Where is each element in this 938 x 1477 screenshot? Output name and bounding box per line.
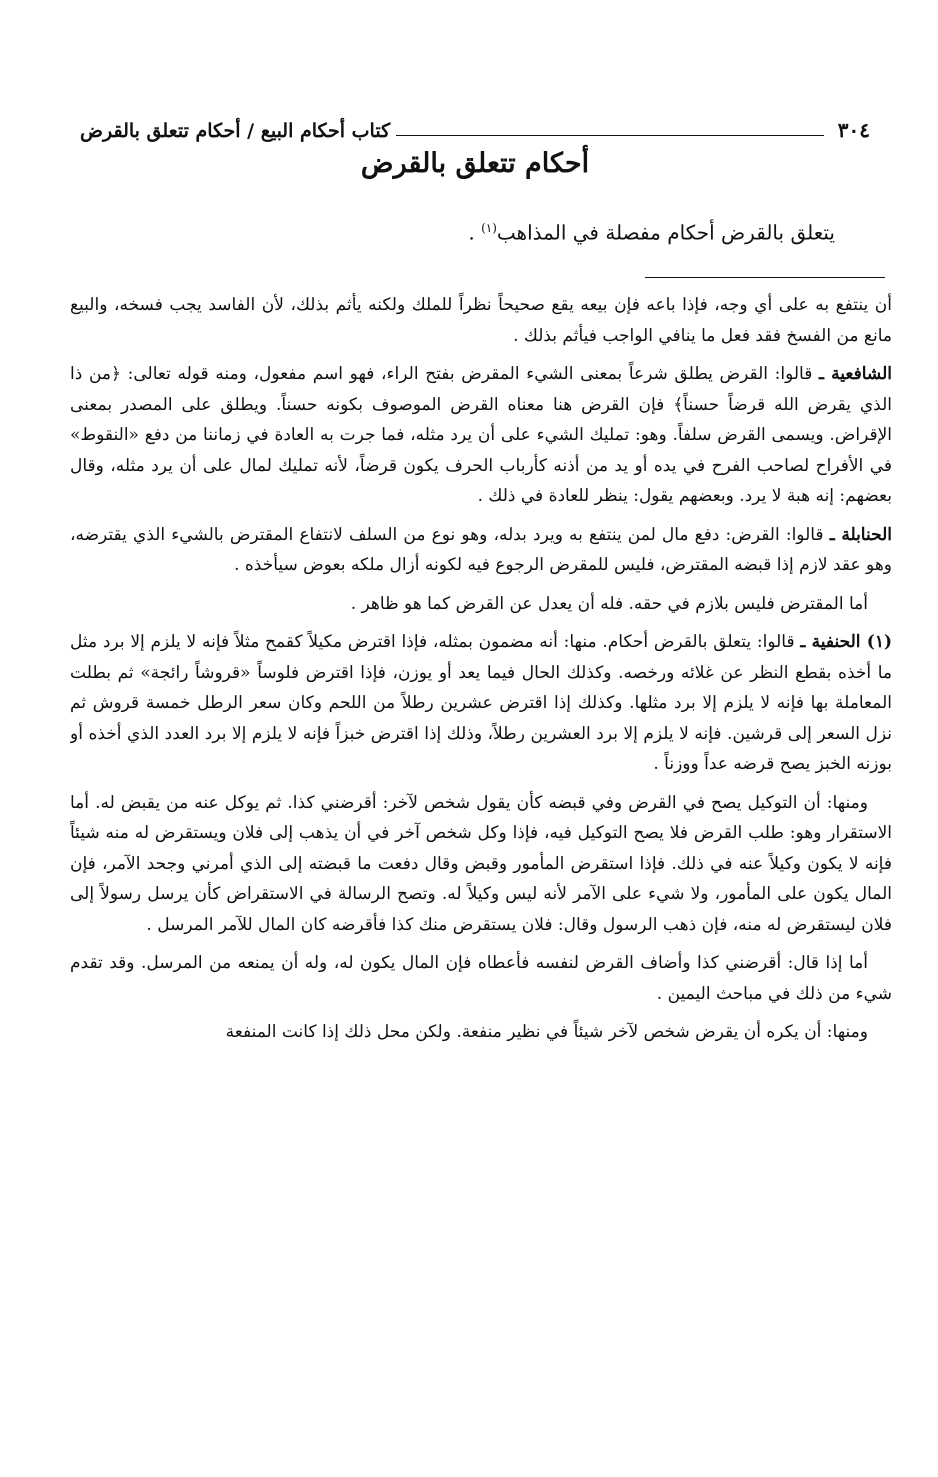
intro-paragraph — [80, 208, 835, 253]
paragraph-hanafi — [70, 627, 892, 780]
paragraph-6: ومنها: أن التوكيل يصح في القرض وفي قبضه كأن يقول شخص لآخر: أقرضني كذا. ثم يوكل عنه من يقبض له. أما الاستقرار وهو: طلب القرض فلا يصح التوكيل فيه، فإذا وكل شخص آخر في أن يذهب إلى فلان ويستقرض له منه شيئاً فإنه لا يكون وكيلاً عنه في ذلك. فإذا استقرض المأمور وقبض وقال دفعت ما قبضته إلى الذي أمرني وجحد الآمر، فإن المال يكون على المأمور، ولا شيء على الآمر لأنه ليس وكيلاً له. وتصح الرسالة في الاستقراض كأن يرسل رسولاً إلى فلان ليستقرض له منه، فإن ذهب الرسول وقال: فلان يستقرض منك كذا فأقرضه كان المال للآمر المرسل . — [70, 792, 892, 935]
text-hanbali: قالوا: القرض: دفع مال لمن ينتفع به ويرد بدله، وهو نوع من السلف لانتفاع المقترض بالشيء الذي يقترضه، وهو عقد لازم إذا قبضه المقترض، فليس للمقرض الرجوع فيه لكونه أزال ملكه بعوض سيأخذه . — [70, 524, 892, 575]
page-number: ٣٠٤ — [837, 118, 870, 142]
intro-end: . — [468, 220, 482, 245]
label-hanafi: (١) الحنفية ـ — [800, 632, 892, 652]
paragraph-4: أما المقترض فليس بلازم في حقه. فله أن يعدل عن القرض كما هو ظاهر . — [350, 593, 868, 614]
label-hanbali: الحنابلة ـ — [829, 524, 892, 545]
paragraph-shafii — [70, 359, 892, 512]
label-shafii: الشافعية ـ — [819, 364, 892, 384]
section-title: أحكام تتعلق بالقرض — [360, 148, 590, 179]
paragraph-7: أما إذا قال: أقرضني كذا وأضاف القرض لنفسه فأعطاه فإن المال يكون له، وله أن يمنعه من المرسل. وقد تقدم شيء من ذلك في مباحث اليمين . — [70, 953, 892, 1004]
running-header — [80, 112, 870, 142]
footnote-ref: (١) — [481, 221, 497, 235]
header-rule — [396, 125, 824, 136]
footnote-separator — [645, 277, 885, 278]
footnote-body — [70, 290, 892, 1350]
text-hanafi: قالوا: يتعلق بالقرض أحكام. منها: أنه مضمون بمثله، فإذا اقترض مكيلاً كقمح مثلاً فإنه لا يلزم إلا برد مثل ما أخذه بقطع النظر عن غلائه ورخصه. وكذلك الحال فيما يعد أو يوزن، فإذا اقترض فلوساً «قروشاً رائجة» ثم بطلت المعاملة بها فإنه لا يلزم إلا برد مثلها. وكذلك إذا اقترض عشرين رطلاً من اللحم وكان سعر الرطل خمسة قروش ثم نزل السعر إلى قرشين. فإنه لا يلزم إلا برد العشرين رطلاً، وذلك إذا اقترض خبزاً فإنه لا يلزم إلا برد العدد الذي أخذه أو بوزنه الخبز يصح قرضه عداً ووزناً . — [70, 632, 892, 774]
paragraph-1: أن ينتفع به على أي وجه، فإذا باعه فإن بيعه يقع صحيحاً نظراً للملك ولكنه يأثم بذلك، لأن الفاسد يجب فسخه، والبيع مانع من الفسخ فقد فعل ما ينافي الواجب فيأثم بذلك . — [70, 295, 892, 346]
running-title: كتاب أحكام البيع / أحكام تتعلق بالقرض — [80, 120, 391, 142]
text-shafii: قالوا: القرض يطلق شرعاً بمعنى الشيء المقرض بفتح الراء، فهو اسم مفعول، ومنه قوله تعالى: ﴿من ذا الذي يقرض الله قرضاً حسناً﴾ فإن القرض هنا معناه القرض الموصوف بكونه حسناً. ويطلق على المصدر بمعنى الإقراض. ويسمى القرض سلفاً. وهو: تمليك الشيء على أن يرد مثله، فما جرت به العادة في زماننا من دفع «النقوط» في الأفراح لصاحب الفرح في يده أو يد من أذنه كأرباب الحرف يكون قرضاً، لأنه تمليك لمال على أن يرد مثله، وقال بعضهم: إنه هبة لا يرد. وبعضهم يقول: ينظر للعادة في ذلك . — [70, 364, 892, 506]
paragraph-hanbali — [70, 520, 892, 581]
paragraph-8: ومنها: أن يكره أن يقرض شخص لآخر شيئاً في نظير منفعة. ولكن محل ذلك إذا كانت المنفعة — [225, 1022, 868, 1042]
intro-text: يتعلق بالقرض أحكام مفصلة في المذاهب — [496, 220, 835, 245]
